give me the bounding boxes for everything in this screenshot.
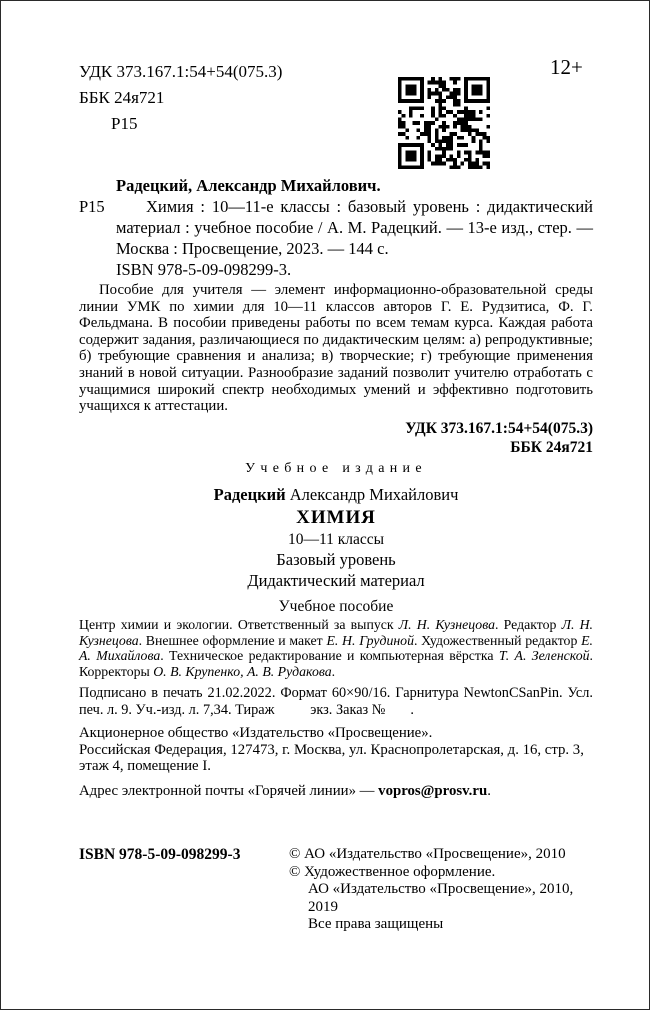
credits-text: Центр химии и экологии. Ответственный за выпуск Л. Н. Кузнецова. Редактор Л. Н. Кузнецова. Внешнее оформление и макет Е. Н. Грудиной. Художественный редактор Е. А. Михайлова. Техническое редактирование и компьютерная вёрстка Т. А. Зеленской. Корректоры О. В. Крупенко, А. В. Рудакова.	[79, 617, 593, 679]
isbn-bottom: ISBN 978-5-09-098299-3	[79, 846, 241, 863]
classification-right-block	[79, 419, 593, 457]
catalog-description: Химия : 10—11-е классы : базовый уровень : дидактический материал : учебное пособие / А. М. Радецкий. — 13-е изд., стер. — Москва : Просвещение, 2023. — 144 с.	[116, 197, 593, 258]
annotation-text: Пособие для учителя — элемент информационно-образовательной среды линии УМК по химии для 10—11 классов авторов Г. Е. Рудзитиса, Ф. Г. Фельдмана. В пособии приведены работы по всем темам курса. Каждая работа содержит задания, различающиеся по дидактическим целям: а) репродуктивные; б) требующие сравнения и анализа; в) творческие; г) требующие применения знаний в новой ситуации. Разнообразие заданий позволит учителю отработать с учащимися широкий спектр необходимых умений и эффективно подготовить учащихся к аттестации.	[79, 282, 593, 415]
copyright-line: © АО «Издательство «Просвещение», 2010	[289, 846, 566, 862]
book-grades: 10—11 классы	[287, 531, 385, 548]
copyright-line: Все права защищены	[308, 916, 444, 932]
age-rating-badge: 12+	[550, 55, 583, 79]
edition-kind: Учебное пособие	[278, 598, 394, 615]
catalog-code: Р15	[79, 197, 105, 216]
imprint-block	[79, 617, 593, 800]
publisher-address: Российская Федерация, 127473, г. Москва, ул. Краснопролетарская, д. 16, стр. 3, этаж 4, помещение I.	[79, 741, 584, 775]
edition-block	[79, 461, 593, 616]
catalog-entry-body	[79, 196, 593, 280]
edition-author: Радецкий Александр Михайлович	[213, 485, 459, 504]
book-title: ХИМИЯ	[296, 507, 376, 528]
udk-number-right: УДК 373.167.1:54+54(075.3)	[405, 419, 593, 437]
qr-code	[398, 77, 490, 169]
copyright-block	[289, 846, 593, 934]
publisher-block	[79, 725, 593, 775]
copyright-line: АО «Издательство «Просвещение», 2010,	[308, 881, 574, 897]
hotline-email-line: Адрес электронной почты «Горячей линии» — vopros@prosv.ru.	[79, 782, 491, 799]
author-sign-code: Р15	[111, 114, 138, 133]
catalog-isbn: ISBN 978-5-09-098299-3.	[116, 260, 292, 279]
print-info: Подписано в печать 21.02.2022. Формат 60×90/16. Гарнитура NewtonCSanPin. Усл. печ. л. 9. Уч.-изд. л. 7,34. Тираж экз. Заказ № .	[79, 685, 593, 718]
book-material-type: Дидактический материал	[247, 571, 425, 590]
copyright-line: © Художественное оформление.	[289, 863, 496, 880]
udk-number: УДК 373.167.1:54+54(075.3)	[79, 62, 283, 81]
book-level: Базовый уровень	[276, 550, 396, 569]
bbk-number: ББК 24я721	[79, 88, 165, 107]
bottom-block	[79, 846, 593, 934]
classification-block	[79, 59, 282, 137]
publisher-name: Акционерное общество «Издательство «Просвещение».	[79, 725, 433, 742]
bbk-number-right: ББК 24я721	[510, 438, 593, 456]
catalog-entry	[79, 175, 593, 457]
edition-type: Учебное издание	[245, 461, 427, 476]
copyright-line: 2019	[308, 898, 338, 915]
catalog-author: Радецкий, Александр Михайлович.	[116, 176, 381, 195]
